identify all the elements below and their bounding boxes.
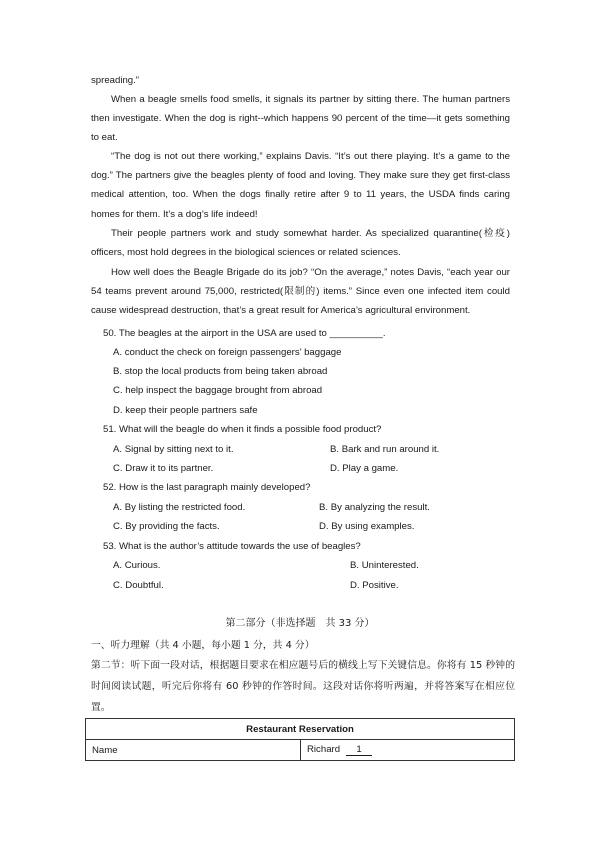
question-52-option-c[interactable]: C. By providing the facts. — [113, 521, 220, 532]
question-50-option-d[interactable]: D. keep their people partners safe — [113, 405, 258, 416]
passage-paragraph-4: How well does the Beagle Brigade do its job? “On the average,” notes Davis, “each year our 54 teams prevent around 75,000, restricted(限制的) items.” Since even one infected item could cause widespread destruction, that’s a great result for America’s agricultural environment. — [91, 267, 510, 317]
question-51-stem: 51. What will the beagle do when it finds a possible food product? — [103, 424, 382, 435]
question-50-option-a[interactable]: A. conduct the check on foreign passengers’ baggage — [113, 347, 342, 358]
question-50-option-c[interactable]: C. help inspect the baggage brought from abroad — [113, 385, 323, 396]
name-value: Richard — [307, 744, 341, 755]
question-51-option-b[interactable]: B. Bark and run around it. — [330, 444, 440, 455]
question-53-option-a[interactable]: A. Curious. — [113, 560, 161, 571]
question-53-option-c[interactable]: C. Doubtful. — [113, 580, 164, 591]
passage-paragraph-1: When a beagle smells food smells, it signals its partner by sitting there. The human partners then investigate. When the dog is right--which happens 90 percent of the time—it gets something to eat. — [91, 94, 510, 144]
question-50-stem: 50. The beagles at the airport in the USA are used to __________. — [103, 328, 386, 339]
question-50-option-b[interactable]: B. stop the local products from being taken abroad — [113, 366, 328, 377]
question-52-option-a[interactable]: A. By listing the restricted food. — [113, 502, 246, 513]
question-51-option-d[interactable]: D. Play a game. — [330, 463, 399, 474]
answer-blank-1[interactable]: 1 — [346, 744, 372, 756]
name-value-cell — [301, 740, 515, 761]
passage-paragraph-2: “The dog is not out there working,” explains Davis. “It’s out there playing. It’s a game to the dog.” The partners give the beagles plenty of food and loving. They make sure they get first-class medical attention, too. When the dogs finally retire after 9 to 11 years, the USDA finds caring homes for them. It’s a dog’s life indeed! — [91, 151, 510, 220]
question-53-option-d[interactable]: D. Positive. — [350, 580, 399, 591]
listening-heading: 一、听力理解（共 4 小题，每小题 1 分，共 4 分） — [91, 640, 315, 651]
part-two-title: 第二部分（非选择题 共 33 分） — [225, 618, 375, 629]
question-52-option-b[interactable]: B. By analyzing the result. — [319, 502, 430, 513]
reservation-table-title: Restaurant Reservation — [86, 719, 515, 740]
question-53-stem: 53. What is the author’s attitude towards the use of beagles? — [103, 541, 361, 552]
question-51-option-a[interactable]: A. Signal by sitting next to it. — [113, 444, 234, 455]
question-51-option-c[interactable]: C. Draw it to its partner. — [113, 463, 214, 474]
question-52-stem: 52. How is the last paragraph mainly developed? — [103, 482, 311, 493]
passage-fragment: spreading.” — [91, 75, 139, 86]
question-52-option-d[interactable]: D. By using examples. — [319, 521, 415, 532]
name-label-cell: Name — [86, 740, 301, 761]
passage-paragraph-3: Their people partners work and study somewhat harder. As specialized quarantine(检疫) officers, most hold degrees in the biological sciences or related sciences. — [91, 228, 510, 259]
reservation-table — [85, 718, 515, 761]
question-53-option-b[interactable]: B. Uninterested. — [350, 560, 419, 571]
listening-instructions: 第二节：听下面一段对话，根据题目要求在相应题号后的横线上写下关键信息。你将有 15 秒钟的时间阅读试题，听完后你将有 60 秒钟的作答时间。这段对话你将听两遍，并将答案写在相应位置。 — [91, 660, 515, 713]
